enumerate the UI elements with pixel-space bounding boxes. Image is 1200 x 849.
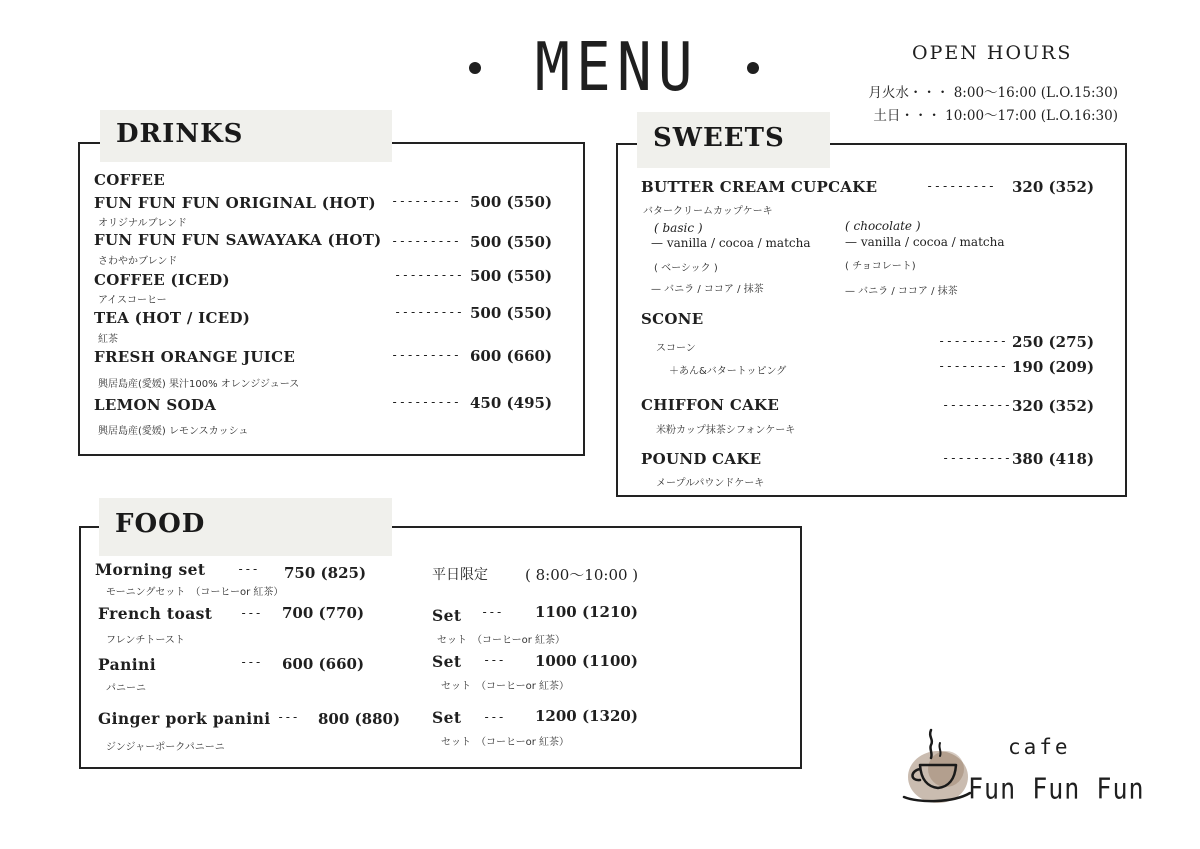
cupcake-basic-flavors: — vanilla / cocoa / matcha [651, 236, 811, 250]
item-leader: --- [240, 606, 262, 620]
item-name: CHIFFON CAKE [641, 396, 780, 414]
item-subtitle: ジンジャーポークパニーニ [106, 742, 225, 753]
item-subtitle: 興居島産(愛媛) 果汁100% オレンジジュース [98, 379, 300, 390]
item-price: 190 (209) [1012, 358, 1095, 376]
item-name: FUN FUN FUN ORIGINAL (HOT) [94, 194, 376, 212]
item-subtitle: さわやかブレンド [98, 256, 178, 267]
item-price: 600 (660) [470, 347, 553, 365]
item-name: TEA (HOT / ICED) [94, 309, 251, 327]
drinks-heading: DRINKS [100, 110, 392, 162]
set-subtitle: セット （コーヒーor 紅茶） [441, 737, 570, 748]
item-leader: --------- [926, 179, 996, 193]
item-leader: --- [277, 710, 299, 724]
item-subtitle: 米粉カップ抹茶シフォンケーキ [656, 425, 796, 436]
page-title: MENU [535, 28, 699, 107]
item-name: SCONE [641, 310, 704, 328]
item-price: 450 (495) [470, 394, 553, 412]
set-leader: --- [483, 653, 505, 667]
item-subtitle: フレンチトースト [106, 635, 185, 646]
item-price: 750 (825) [284, 564, 367, 582]
item-price: 320 (352) [1012, 178, 1095, 196]
weekday-hours: ( 8:00〜10:00 ) [525, 566, 639, 584]
item-name: FUN FUN FUN SAWAYAKA (HOT) [94, 231, 382, 249]
item-subtitle: スコーン [656, 343, 696, 354]
item-leader: --------- [938, 359, 1008, 373]
item-subtitle: オリジナルブレンド [98, 218, 187, 229]
sweets-heading: SWEETS [637, 112, 830, 168]
cupcake-chocolate-flavors: — vanilla / cocoa / matcha [845, 235, 1005, 249]
item-subtitle: 紅茶 [98, 334, 118, 345]
cupcake-basic-jp-flavors: — バニラ / ココア / 抹茶 [651, 284, 764, 295]
item-topping: ＋あん&バタートッピング [669, 366, 787, 377]
item-leader: --- [240, 655, 262, 669]
item-name: BUTTER CREAM CUPCAKE [641, 178, 878, 196]
item-price: 500 (550) [470, 304, 553, 322]
set-name: Set [432, 708, 462, 727]
item-name: French toast [98, 604, 213, 623]
item-price: 800 (880) [318, 710, 401, 728]
set-subtitle: セット （コーヒーor 紅茶） [437, 635, 566, 646]
set-subtitle: セット （コーヒーor 紅茶） [441, 681, 570, 692]
open-hours-weekday: 月火水・・・ 8:00〜16:00 (L.O.15:30) [868, 85, 1118, 101]
set-name: Set [432, 652, 462, 671]
open-hours-title: OPEN HOURS [912, 42, 1073, 64]
set-leader: --- [481, 605, 503, 619]
item-name: POUND CAKE [641, 450, 762, 468]
open-hours-weekend: 土日・・・ 10:00〜17:00 (L.O.16:30) [873, 108, 1118, 124]
item-leader: --------- [938, 334, 1008, 348]
item-subtitle: バタークリームカップケーキ [643, 206, 773, 217]
set-price: 1100 (1210) [535, 603, 638, 621]
title-left-dot [469, 62, 481, 74]
item-subtitle: パニーニ [106, 683, 146, 694]
cupcake-chocolate-label: ( chocolate ) [845, 219, 921, 233]
item-leader: --------- [942, 398, 1012, 412]
cupcake-chocolate-jp-flavors: — バニラ / ココア / 抹茶 [845, 286, 958, 297]
item-price: 500 (550) [470, 233, 553, 251]
logo-cafe-text: cafe [1008, 735, 1071, 759]
item-price: 500 (550) [470, 267, 553, 285]
item-name: LEMON SODA [94, 396, 217, 414]
item-leader: --------- [391, 348, 461, 362]
cupcake-chocolate-jp-label: ( チョコレート) [845, 261, 916, 272]
item-subtitle: メープルパウンドケーキ [656, 478, 765, 489]
item-subtitle: モーニングセット （コーヒーor 紅茶） [106, 587, 284, 598]
item-price: 500 (550) [470, 193, 553, 211]
item-subtitle: 興居島産(愛媛) レモンスカッシュ [98, 426, 249, 437]
weekday-label: 平日限定 [432, 567, 488, 583]
item-name: Ginger pork panini [98, 709, 271, 728]
item-price: 600 (660) [282, 655, 365, 673]
item-leader: --------- [391, 395, 461, 409]
logo-name-text: Fun Fun Fun [968, 772, 1145, 806]
item-price: 320 (352) [1012, 397, 1095, 415]
item-leader: --------- [391, 194, 461, 208]
item-leader: --------- [394, 305, 464, 319]
title-right-dot [747, 62, 759, 74]
item-leader: --------- [394, 268, 464, 282]
item-leader: --- [237, 562, 259, 576]
cupcake-basic-jp-label: ( ベーシック ) [654, 263, 718, 274]
drinks-category-coffee: COFFEE [94, 171, 165, 189]
set-leader: --- [483, 710, 505, 724]
item-price: 250 (275) [1012, 333, 1095, 351]
set-price: 1000 (1100) [535, 652, 638, 670]
set-name: Set [432, 606, 462, 625]
item-name: Panini [98, 655, 156, 674]
item-price: 380 (418) [1012, 450, 1095, 468]
item-name: FRESH ORANGE JUICE [94, 348, 296, 366]
item-subtitle: アイスコーヒー [98, 295, 167, 306]
food-heading: FOOD [99, 498, 392, 556]
coffee-cup-logo-icon [898, 725, 978, 810]
cupcake-basic-label: ( basic ) [654, 221, 703, 235]
item-leader: --------- [942, 451, 1012, 465]
item-name: COFFEE (ICED) [94, 271, 230, 289]
item-name: Morning set [95, 560, 206, 579]
item-price: 700 (770) [282, 604, 365, 622]
item-leader: --------- [391, 234, 461, 248]
set-price: 1200 (1320) [535, 707, 638, 725]
